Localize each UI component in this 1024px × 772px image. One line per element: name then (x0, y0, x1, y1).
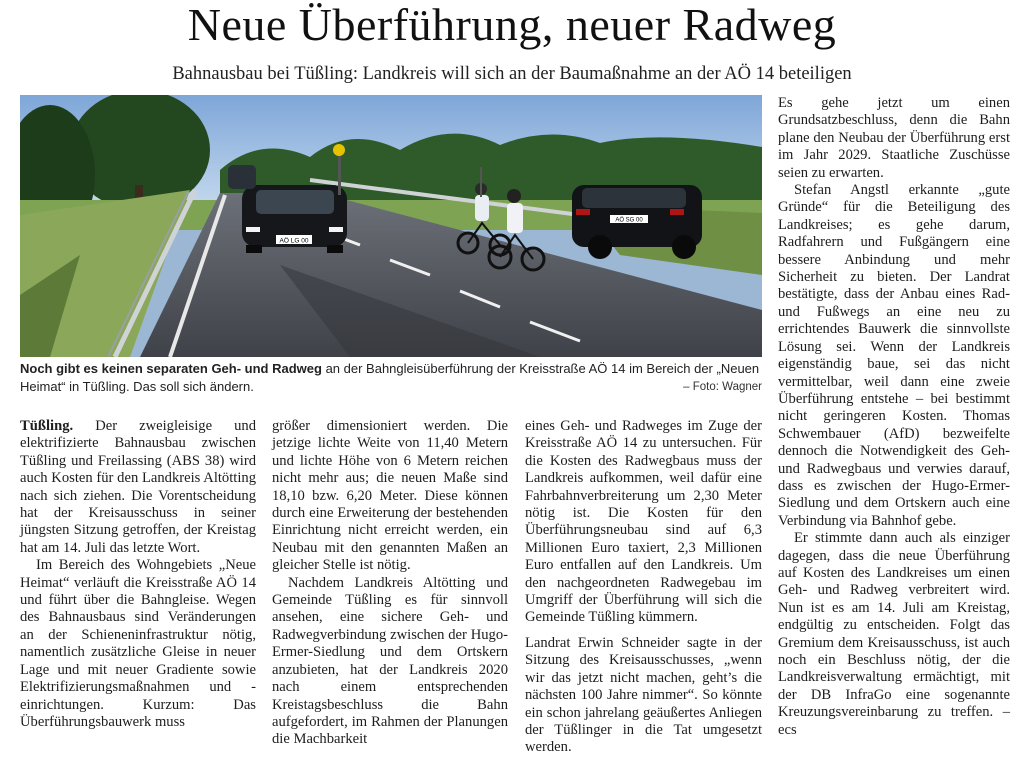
article-column-4 (778, 95, 1010, 739)
headline: Neue Überführung, neuer Radweg (187, 0, 837, 50)
article-column-2 (272, 418, 508, 749)
paragraph: Im Bereich des Wohngebiets „Neue Heimat“ verläuft die Kreisstraße AÖ 14 und führt über die Bahngleise. Wegen des Bahnausbaus sind Veränderungen an der Schieneninfrastruktur nötig, namentlich zusätzliche Gleise in neuer Lage und mit neuer Gradiente sowie Elektrifizierungsmaßnahmen und -einrichtungen. Kurzum: Das Überführungsbauwerk muss (20, 557, 256, 730)
road-sign (333, 144, 345, 156)
paragraph: größer dimensioniert werden. Die jetzige lichte Weite von 11,40 Metern und lichte Höhe von 6 Metern reichen nicht mehr aus; die neuen Maße sind 18,10 bzw. 6,20 Meter. Diese können durch eine Erweiterung der bestehenden Einrichtung nicht erreicht werden, ein Neubau mit den genannten Maßen an gleicher Stelle ist nötig. (272, 418, 508, 574)
paragraph: Tüßling. Der zweigleisige und elektrifizierte Bahnausbau zwischen Tüßling und Freilassing (ABS 38) wird auch Kosten für den Landkreis Altötting nach sich ziehen. Die Vorentscheidung hat der Kreisausschuss in seiner jüngsten Sitzung getroffen, der Kreistag hat am 14. Juli das letzte Wort. (20, 418, 256, 556)
article-column-3 (525, 418, 762, 757)
car-black-left (242, 185, 347, 253)
paragraph: Es gehe jetzt um einen Grundsatzbeschluss, denn die Bahn plane den Neubau der Überführung erst im Jahr 2029. Staatliche Zuschüsse seien zu erwarten. (778, 95, 1010, 181)
paragraph: Stefan Angstl erkannte „gute Gründe“ für die Beteiligung des Landkreises; es gehe darum, Radfahrern und Fußgängern eine bessere Anbindung und mehr Sicherheit zu bieten. Der Landrat bestätigte, dass der Anbau eines Rad- und Fußwegs an eine neu zu errichtendes Bauwerk die sinnvollste Lösung sei. Wenn der Landkreis eigenständig baue, sei das nicht vermittelbar, weil dann eine zweie Überführung entstehe – bei bestimmt nicht geringeren Kosten. Thomas Schwembauer (AfD) bezweifelte dennoch die Notwendigkeit des Geh- und Radwegbaus und verwies darauf, dass es zwischen der Hugo-Ermer-Siedlung und dem Ortskern auch eine Verbindung via Bahnhof gebe. (778, 182, 1010, 529)
author: – ecs (778, 704, 1010, 738)
article-photo (20, 95, 762, 357)
subheadline: Bahnausbau bei Tüßling: Landkreis will sich an der Baumaßnahme an der AÖ 14 beteiligen (172, 64, 852, 84)
photo-caption (20, 360, 762, 396)
paragraph: Er stimmte dann auch als einziger dagegen, dass die neue Überführung auf Kosten des Landkreises um einen Geh- und Radweg verbreitert wird. Nun ist es am 14. Juli am Kreistag, endgültig zu entscheiden. Folgt das Gremium dem Kreisausschuss, ist auch noch ein Beschluss nötig, der die Landkreisverwaltung ermächtigt, mit der DB InfraGo eine sogenannte Kreuzungsvereinbarung zu treffen. – ecs (778, 530, 1010, 738)
road-cyclists-photo (20, 95, 762, 357)
dateline: Tüßling. (20, 418, 74, 434)
photo-credit: – Foto: Wagner (683, 381, 762, 393)
paragraph: Nachdem Landkreis Altötting und Gemeinde Tüßling es für sinnvoll ansehen, eine sichere Geh- und Radwegverbindung zwischen der Hugo-Ermer-Siedlung und dem Ortskern anzubieten, hat der Landkreis 2020 nach einem entsprechenden Kreistagsbeschluss die Bahn aufgefordert, im Rahmen der Planungen die Machbarkeit (272, 574, 508, 748)
plate-right: AÖ SG 00 (615, 217, 643, 224)
paragraph: Landrat Erwin Schneider sagte in der Sitzung des Kreisausschusses, „wenn wir das jetzt nicht machen, geht’s die nächsten 100 Jahre nimmer“. So könnte ein schon jahrelang geäußertes Anliegen der Tüßlinger in die Tat umgesetzt werden. (525, 634, 762, 756)
plate-left: AÖ LG 00 (279, 237, 309, 245)
paragraph: eines Geh- und Radweges im Zuge der Kreisstraße AÖ 14 zu untersuchen. Für die Kosten des Radwegbaus muss der Landkreis aufkommen, weil dafür eine Fahrbahnverbreiterung um 2,30 Meter nötig ist. Die Kosten für den Überführungsneubau sind auf 6,3 Millionen Euro taxiert, 2,3 Millionen Euro entfallen auf den Landkreis. Um den nachgeordneten Radwegebau im Umgriff der Überführung will sich die Gemeinde Tüßling kümmern. (525, 418, 762, 626)
caption-text: an der Bahngleisüberführung der Kreisstraße AÖ 14 im Bereich der „Neuen Heimat“ in Tüßling. Das soll sich ändern. (20, 361, 760, 394)
article-column-1 (20, 418, 256, 731)
car-distant (228, 165, 256, 189)
caption-lead: Noch gibt es keinen separaten Geh- und Radweg (20, 361, 322, 376)
